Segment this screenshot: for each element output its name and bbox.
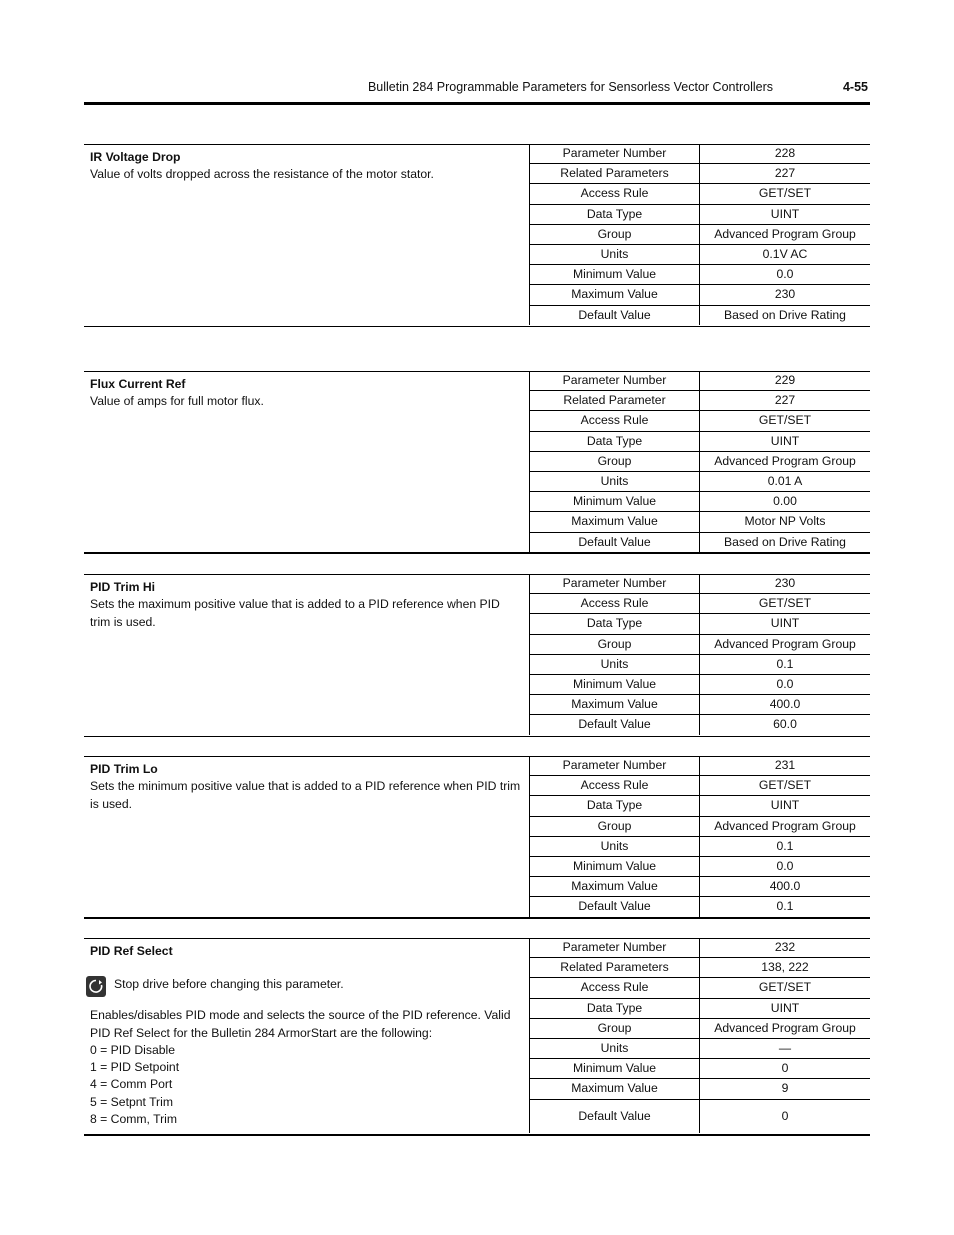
table-row: [530, 492, 871, 512]
block-bottom-rule: [84, 552, 870, 554]
row-value: 0.01 A: [700, 471, 871, 491]
table-row: [530, 978, 871, 998]
table-row: [530, 695, 871, 715]
row-value: 230: [700, 285, 871, 305]
row-key: Access Rule: [530, 594, 700, 614]
row-key: Data Type: [530, 998, 700, 1018]
param-description-area: [90, 376, 522, 411]
row-value: 227: [700, 391, 871, 411]
row-key: Access Rule: [530, 411, 700, 431]
param-description: Enables/disables PID mode and selects the source of the PID reference. Valid PID Ref Select for the Bulletin 284 ArmorStart are the following:: [90, 1008, 511, 1040]
row-key: Maximum Value: [530, 1079, 700, 1099]
table-row: [530, 856, 871, 876]
block-bottom-rule: [84, 326, 870, 327]
row-value: 400.0: [700, 877, 871, 897]
param-block-flux-current-ref: [84, 371, 870, 554]
table-row: [530, 184, 871, 204]
param-description: Sets the maximum positive value that is added to a PID reference when PID trim is used.: [90, 597, 500, 629]
param-table: [529, 756, 870, 917]
table-row: [530, 305, 871, 325]
row-key: Default Value: [530, 715, 700, 735]
param-name: PID Trim Lo: [90, 762, 158, 776]
row-value: 0.0: [700, 265, 871, 285]
param-table: [529, 144, 870, 325]
param-table: [529, 938, 870, 1133]
row-key: Default Value: [530, 1099, 700, 1133]
param-block-pid-ref-select: [84, 938, 870, 1136]
table-row: [530, 512, 871, 532]
table-row: [530, 594, 871, 614]
row-value: GET/SET: [700, 411, 871, 431]
row-key: Parameter Number: [530, 144, 700, 164]
table-row: [530, 391, 871, 411]
row-key: Group: [530, 1018, 700, 1038]
row-value: 0.1: [700, 897, 871, 917]
block-bottom-rule: [84, 736, 870, 737]
param-description: Sets the minimum positive value that is added to a PID reference when PID trim is used.: [90, 779, 521, 811]
row-value: GET/SET: [700, 184, 871, 204]
table-row: [530, 958, 871, 978]
row-key: Access Rule: [530, 184, 700, 204]
row-value: 0.1: [700, 654, 871, 674]
row-value: 0.0: [700, 674, 871, 694]
row-key: Units: [530, 244, 700, 264]
row-key: Units: [530, 836, 700, 856]
row-key: Maximum Value: [530, 877, 700, 897]
row-key: Default Value: [530, 305, 700, 325]
table-row: [530, 614, 871, 634]
table-row: [530, 634, 871, 654]
note-text: Stop drive before changing this parameter.: [114, 977, 344, 992]
param-name: PID Ref Select: [90, 944, 173, 958]
stop-drive-note: [90, 976, 522, 997]
header-rule: [84, 102, 870, 105]
table-row: [530, 411, 871, 431]
table-row: [530, 224, 871, 244]
table-row: [530, 204, 871, 224]
table-row: [530, 816, 871, 836]
table-row: [530, 1038, 871, 1058]
option-item: 8 = Comm, Trim: [90, 1112, 178, 1127]
header-title: Bulletin 284 Programmable Parameters for Sensorless Vector Controllers: [367, 80, 773, 94]
row-key: Minimum Value: [530, 265, 700, 285]
row-value: 229: [700, 371, 871, 391]
row-key: Related Parameters: [530, 164, 700, 184]
row-value: UINT: [700, 998, 871, 1018]
table-row: [530, 265, 871, 285]
row-key: Group: [530, 224, 700, 244]
row-key: Access Rule: [530, 776, 700, 796]
row-value: Motor NP Volts: [700, 512, 871, 532]
row-value: 228: [700, 144, 871, 164]
row-key: Units: [530, 654, 700, 674]
row-value: 231: [700, 756, 871, 776]
row-key: Maximum Value: [530, 512, 700, 532]
row-key: Related Parameters: [530, 958, 700, 978]
row-key: Parameter Number: [530, 574, 700, 594]
row-key: Data Type: [530, 204, 700, 224]
param-description: Value of volts dropped across the resistance of the motor stator.: [90, 167, 434, 182]
row-value: 0.00: [700, 492, 871, 512]
row-key: Default Value: [530, 532, 700, 552]
option-item: 1 = PID Setpoint: [90, 1060, 180, 1075]
table-row: [530, 998, 871, 1018]
row-value: 0.1: [700, 836, 871, 856]
param-name: IR Voltage Drop: [90, 150, 181, 164]
param-name: Flux Current Ref: [90, 377, 186, 391]
row-value: UINT: [700, 431, 871, 451]
row-value: 227: [700, 164, 871, 184]
block-bottom-rule: [84, 917, 870, 919]
row-value: Advanced Program Group: [700, 451, 871, 471]
row-key: Minimum Value: [530, 856, 700, 876]
param-block-pid-trim-hi: [84, 574, 870, 737]
row-key: Minimum Value: [530, 1059, 700, 1079]
row-key: Group: [530, 634, 700, 654]
row-key: Data Type: [530, 431, 700, 451]
table-row: [530, 164, 871, 184]
table-row: [530, 756, 871, 776]
param-table: [529, 371, 870, 552]
row-key: Parameter Number: [530, 756, 700, 776]
table-row: [530, 574, 871, 594]
block-bottom-rule: [84, 1134, 870, 1136]
option-item: 0 = PID Disable: [90, 1042, 176, 1057]
param-block-ir-voltage-drop: [84, 144, 870, 327]
row-key: Access Rule: [530, 978, 700, 998]
row-key: Default Value: [530, 897, 700, 917]
row-value: UINT: [700, 796, 871, 816]
row-value: 230: [700, 574, 871, 594]
row-key: Related Parameter: [530, 391, 700, 411]
row-key: Maximum Value: [530, 285, 700, 305]
row-key: Maximum Value: [530, 695, 700, 715]
param-description-area: [90, 761, 522, 813]
table-row: [530, 1059, 871, 1079]
table-row: [530, 144, 871, 164]
row-value: 0: [700, 1099, 871, 1133]
row-value: Advanced Program Group: [700, 1018, 871, 1038]
option-item: 5 = Setpnt Trim: [90, 1094, 173, 1109]
table-row: [530, 674, 871, 694]
row-value: 60.0: [700, 715, 871, 735]
table-row: [530, 371, 871, 391]
param-name: PID Trim Hi: [90, 580, 156, 594]
row-value: 0.1V AC: [700, 244, 871, 264]
row-value: 400.0: [700, 695, 871, 715]
table-row: [530, 1079, 871, 1099]
table-row: [530, 654, 871, 674]
row-key: Data Type: [530, 796, 700, 816]
row-value: Based on Drive Rating: [700, 305, 871, 325]
row-key: Units: [530, 471, 700, 491]
table-row: [530, 897, 871, 917]
table-row: [530, 938, 871, 958]
table-row: [530, 285, 871, 305]
table-row: [530, 877, 871, 897]
table-row: [530, 532, 871, 552]
param-description-area: [90, 579, 522, 631]
table-row: [530, 1099, 871, 1133]
row-value: UINT: [700, 614, 871, 634]
row-value: UINT: [700, 204, 871, 224]
row-value: GET/SET: [700, 978, 871, 998]
row-value: 9: [700, 1079, 871, 1099]
row-value: 0: [700, 1059, 871, 1079]
row-value: GET/SET: [700, 594, 871, 614]
row-value: —: [700, 1038, 871, 1058]
param-description-area: [90, 943, 522, 1128]
table-row: [530, 471, 871, 491]
row-value: 232: [700, 938, 871, 958]
row-value: 138, 222: [700, 958, 871, 978]
option-item: 4 = Comm Port: [90, 1077, 173, 1092]
row-key: Group: [530, 451, 700, 471]
row-key: Parameter Number: [530, 371, 700, 391]
row-key: Minimum Value: [530, 492, 700, 512]
param-description: Value of amps for full motor flux.: [90, 394, 264, 409]
row-key: Data Type: [530, 614, 700, 634]
table-row: [530, 1018, 871, 1038]
table-row: [530, 836, 871, 856]
row-value: Advanced Program Group: [700, 816, 871, 836]
table-row: [530, 715, 871, 735]
table-row: [530, 776, 871, 796]
param-block-pid-trim-lo: [84, 756, 870, 919]
row-key: Units: [530, 1038, 700, 1058]
row-key: Parameter Number: [530, 938, 700, 958]
row-key: Group: [530, 816, 700, 836]
row-value: GET/SET: [700, 776, 871, 796]
table-row: [530, 796, 871, 816]
param-table: [529, 574, 870, 735]
table-row: [530, 431, 871, 451]
stop-drive-icon: [86, 976, 106, 997]
page-header: [84, 80, 870, 102]
row-value: Advanced Program Group: [700, 634, 871, 654]
page-number: 4-55: [842, 80, 868, 94]
table-row: [530, 244, 871, 264]
param-description-area: [90, 149, 522, 184]
table-row: [530, 451, 871, 471]
row-value: 0.0: [700, 856, 871, 876]
row-key: Minimum Value: [530, 674, 700, 694]
row-value: Advanced Program Group: [700, 224, 871, 244]
row-value: Based on Drive Rating: [700, 532, 871, 552]
